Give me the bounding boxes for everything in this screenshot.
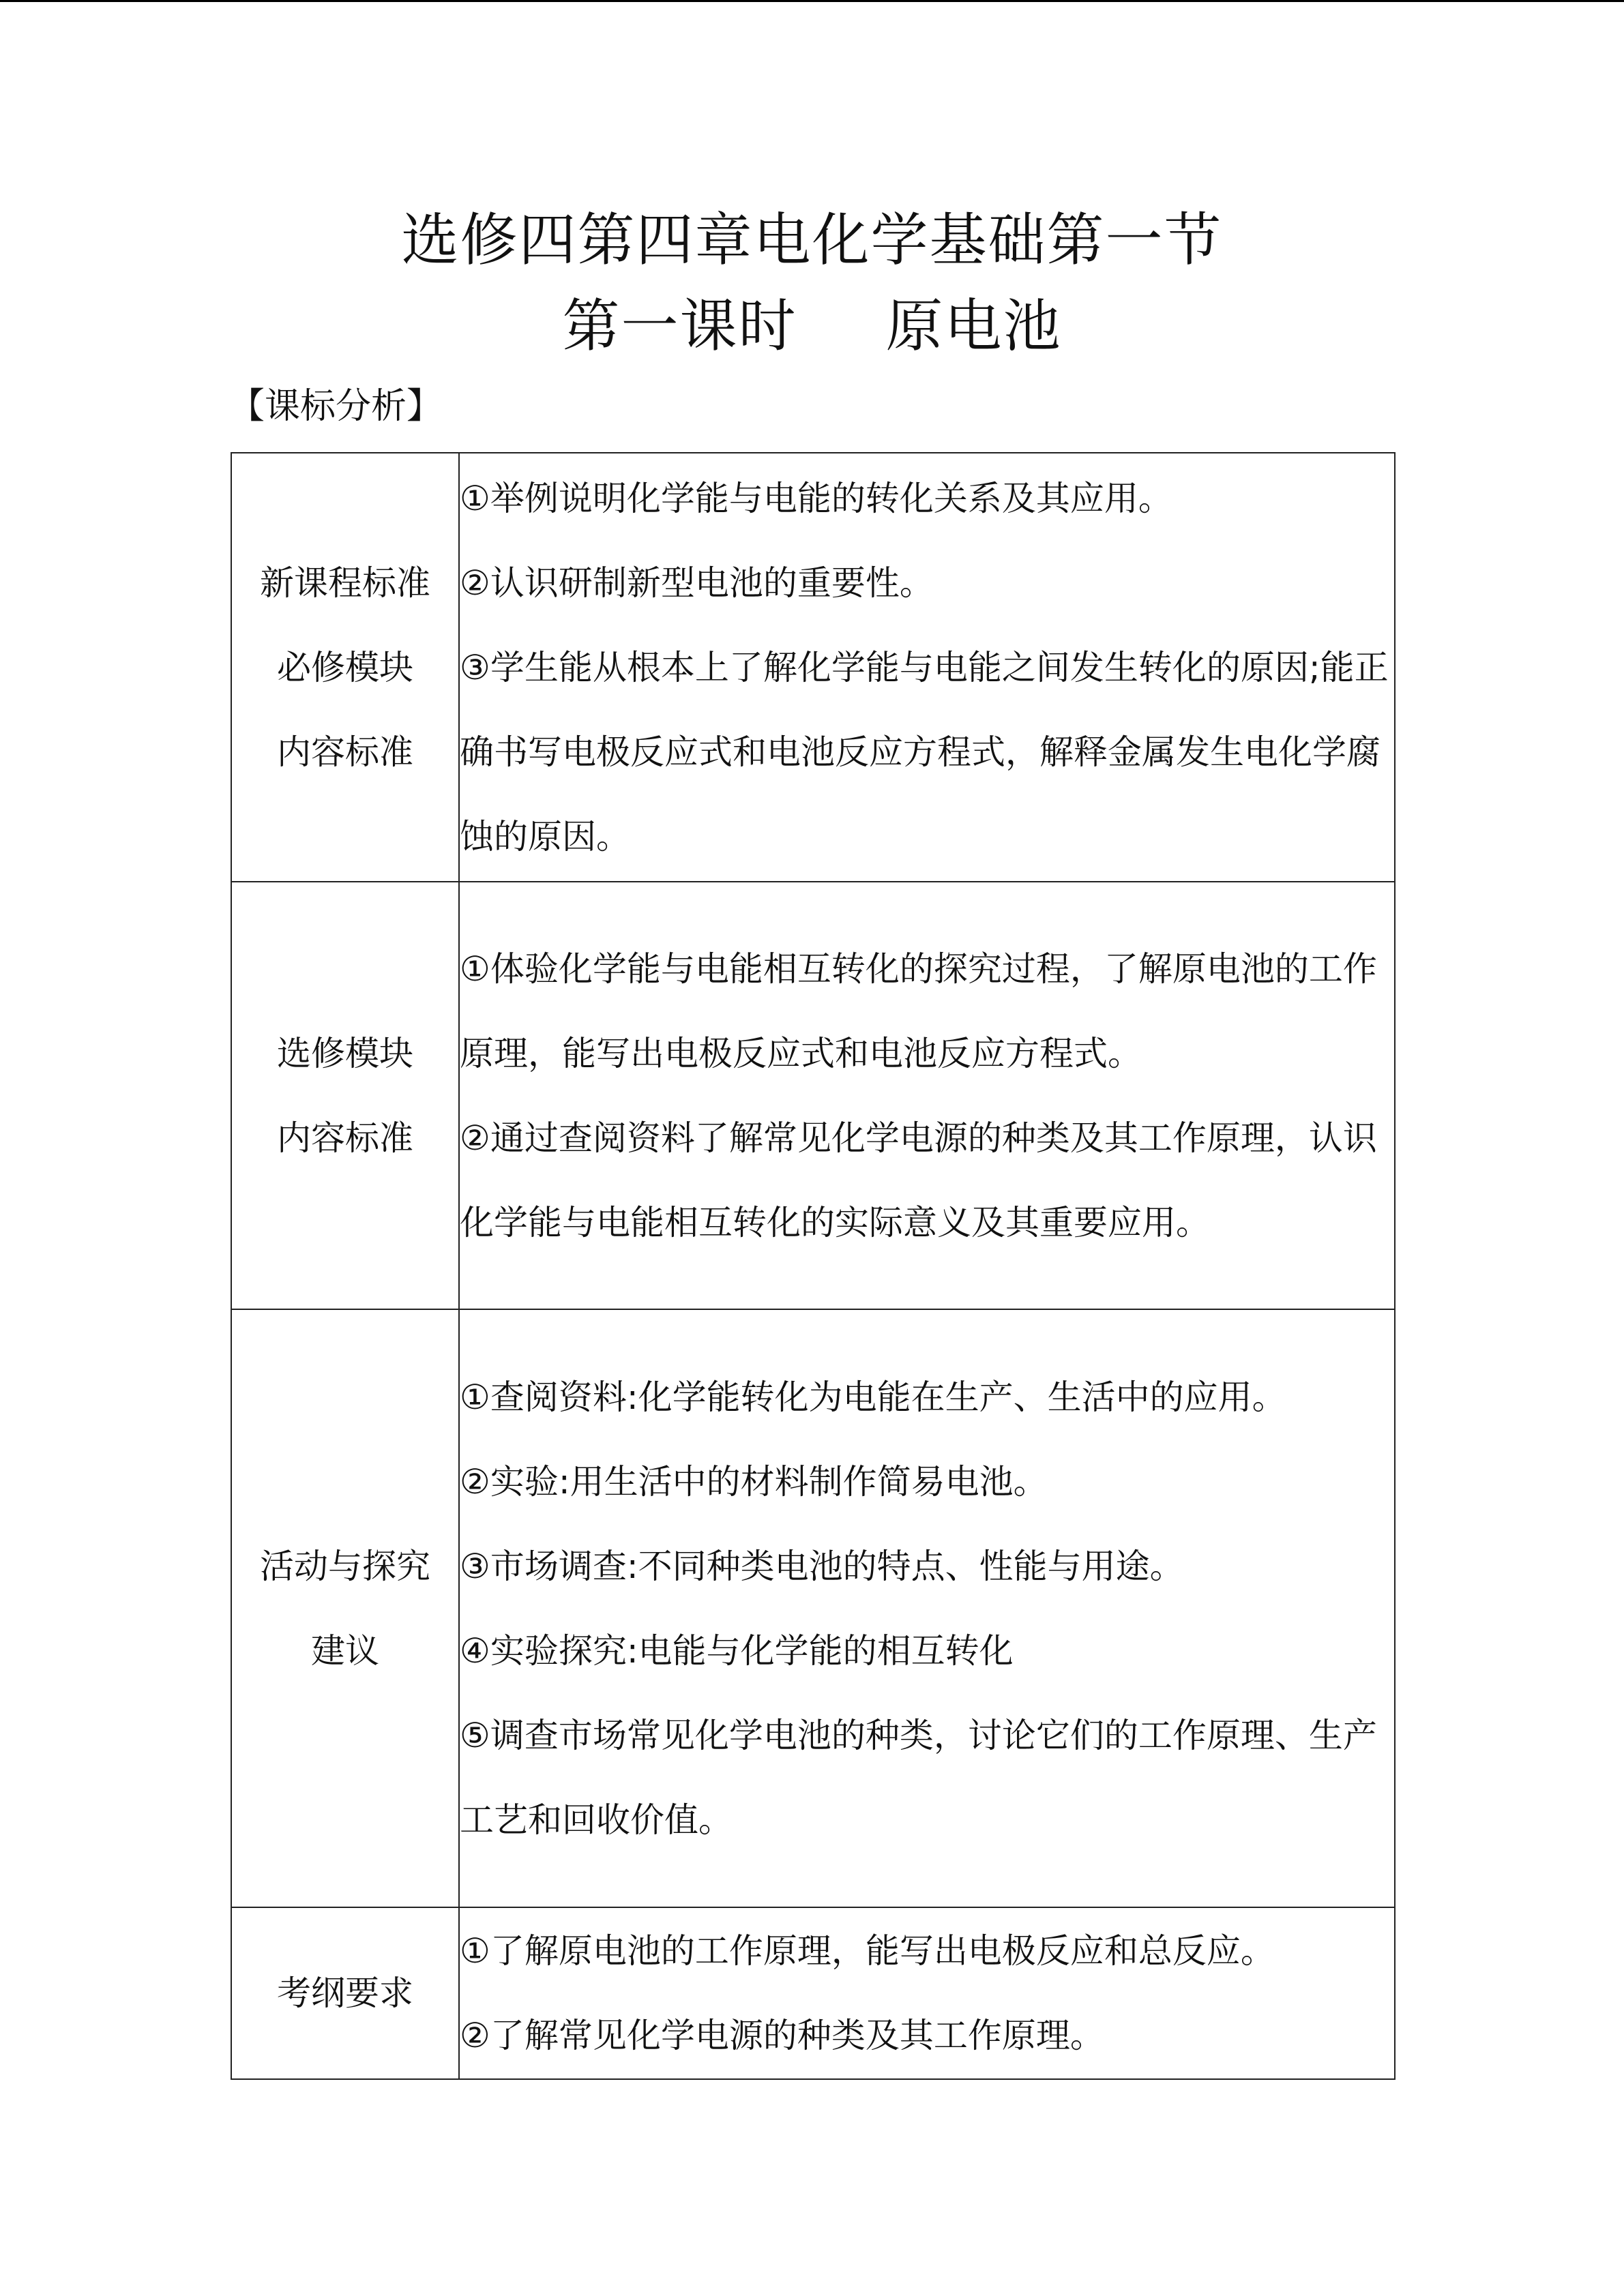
row-content — [459, 453, 1395, 882]
document-title: 选修四第四章电化学基础第一节 — [401, 207, 1223, 273]
content-item: ②通过查阅资料了解常见化学电源的种类及其工作原理，认识化学能与电能相互转化的实际意义及其重要应用。 — [460, 1118, 1377, 1242]
category-line: 选修模块 — [277, 1033, 413, 1073]
top-border-rule — [0, 0, 1624, 2]
table-row — [231, 1907, 1395, 2079]
lesson-period: 第一课时 — [562, 293, 797, 359]
content-item: ①查阅资料:化学能转化为电能在生产、生活中的应用。 — [460, 1377, 1286, 1417]
category-line: 活动与探究 — [260, 1546, 430, 1586]
section-label: 【课标分析】 — [229, 386, 443, 427]
category-line: 内容标准 — [277, 732, 413, 772]
content-item: ②了解常见化学电源的种类及其工作原理。 — [460, 2016, 1104, 2055]
category-line: 内容标准 — [277, 1118, 413, 1158]
content-item: ①了解原电池的工作原理，能写出电极反应和总反应。 — [460, 1931, 1275, 1971]
content-item: ②实验:用生活中的材料制作简易电池。 — [460, 1461, 1048, 1502]
content-item: ③市场调查:不同种类电池的特点、性能与用途。 — [460, 1546, 1184, 1586]
row-category — [231, 1309, 459, 1907]
row-content — [459, 882, 1395, 1309]
table-row — [231, 453, 1395, 882]
content-item: ①体验化学能与电能相互转化的探究过程，了解原电池的工作原理，能写出电极反应式和电池反应方程式。 — [460, 949, 1377, 1073]
category-line: 必修模块 — [277, 647, 413, 687]
row-content — [459, 1309, 1395, 1907]
content-item: ③学生能从根本上了解化学能与电能之间发生转化的原因;能正确书写电极反应式和电池反应方程式，解释金属发生电化学腐蚀的原因。 — [460, 647, 1389, 856]
row-category — [231, 882, 459, 1309]
table-row — [231, 882, 1395, 1309]
row-content — [459, 1907, 1395, 2079]
row-category — [231, 453, 459, 882]
content-item: ⑤调查市场常见化学电池的种类，讨论它们的工作原理、生产工艺和回收价值。 — [460, 1715, 1377, 1840]
document-subtitle — [0, 292, 1624, 360]
curriculum-standards-table — [231, 452, 1396, 2080]
row-category — [231, 1907, 459, 2079]
content-item: ④实验探究:电能与化学能的相互转化 — [460, 1630, 1014, 1671]
table-row — [231, 1309, 1395, 1907]
lesson-topic: 原电池 — [885, 293, 1062, 359]
category-line: 新课程标准 — [260, 563, 430, 603]
content-item: ②认识研制新型电池的重要性。 — [460, 563, 934, 603]
content-item: ①举例说明化学能与电能的转化关系及其应用。 — [460, 478, 1172, 518]
category-line: 考纲要求 — [277, 1973, 413, 2013]
category-line: 建议 — [311, 1630, 379, 1671]
